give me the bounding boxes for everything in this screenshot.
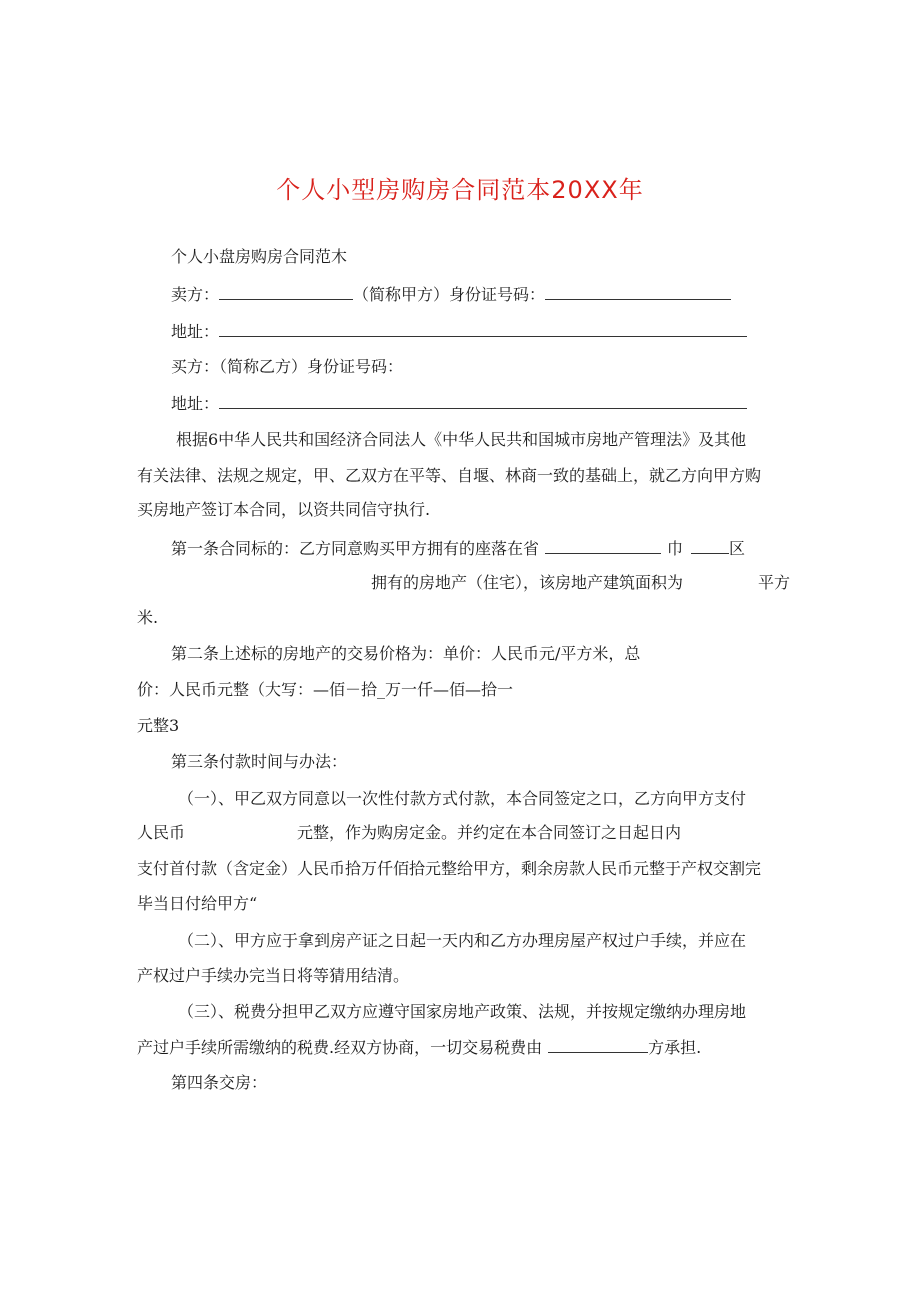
article3-p1-line-1: （一）、甲乙双方同意以一次性付款方式付款，本合同签定之口，乙方向甲方支付 — [178, 789, 747, 808]
seller-address-line — [171, 321, 747, 342]
article3-heading: 第三条付款时间与办法： — [171, 752, 348, 771]
article3-p2-line-2: 产权过户手续办完当日将等猜用结清。 — [137, 966, 410, 985]
deposit-text: 元整，作为购房定金。并约定在本合同签订之日起日内 — [297, 823, 682, 842]
preamble-line-1: 根据6中华人民共和国经济合同法人《中华人民共和国城市房地产管理法》及其他 — [176, 430, 747, 449]
seller-address-label: 地址： — [171, 322, 220, 341]
document-title: 个人小型房购房合同范本20XX年 — [276, 176, 644, 204]
rmb-label: 人民币 — [137, 823, 186, 842]
preamble-line-3: 买房地产签订本合同，以资共同信守执行. — [137, 500, 431, 519]
article1-city: 巾 — [667, 539, 684, 558]
tax-party-blank — [548, 1037, 648, 1053]
article2-line-3: 元整3 — [137, 716, 180, 735]
preamble-line-2: 有关法律、法规之规定，甲、乙双方在平等、自堰、林商一致的基础上，就乙方向甲方购 — [137, 466, 762, 485]
article3-p2-line-1: （二）、甲方应于拿到房产证之日起一天内和乙方办理房屋产权过户手续，并应在 — [178, 931, 747, 950]
district-blank — [691, 538, 729, 554]
buyer-address-blank — [219, 393, 747, 409]
seller-line — [171, 284, 731, 305]
article2-line-2: 价：人民币元整（大写：—佰－拾_万一仟—佰—拾一 — [137, 680, 514, 699]
subtitle: 个人小盘房购房合同范木 — [171, 247, 348, 266]
article3-p1-line-3: 支付首付款（含定金）人民币拾万仟佰拾元整给甲方，剩余房款人民币元整于产权交割完 — [137, 859, 762, 878]
article1-line-3: 米. — [137, 608, 159, 627]
article1-district: 区 — [729, 539, 746, 558]
article3-p1-line-4: 毕当日付给甲方“ — [137, 894, 258, 913]
seller-name-blank — [219, 284, 353, 300]
article3-p3-line-1: （三）、税费分担甲乙双方应遵守国家房地产政策、法规，并按规定缴纳办理房地 — [178, 1002, 747, 1021]
tax-text: 产过户手续所需缴纳的税费.经双方协商，一切交易税费由 — [137, 1038, 543, 1057]
article3-p3-line-2 — [137, 1037, 701, 1058]
buyer-address-line — [171, 393, 747, 414]
tax-suffix: 方承担. — [648, 1038, 702, 1057]
buyer-address-label: 地址： — [171, 394, 220, 413]
province-blank — [545, 538, 661, 554]
article1-line-1 — [171, 538, 745, 559]
article2-line-1: 第二条上述标的房地产的交易价格为：单价：人民币元/平方米，总 — [171, 644, 641, 663]
article4-heading: 第四条交房： — [171, 1073, 268, 1092]
seller-label: 卖方： — [171, 285, 220, 304]
area-unit: 平方 — [758, 573, 791, 592]
seller-id-blank — [545, 284, 731, 300]
seller-abbr-label: （简称甲方）身份证号码： — [353, 285, 546, 304]
seller-address-blank — [219, 321, 747, 337]
article1-line-2: 拥有的房地产（住宅），该房地产建筑面积为 — [371, 573, 684, 592]
article3-p1-line-2 — [137, 823, 681, 843]
buyer-line: 买方：（简称乙方）身份证号码： — [171, 357, 404, 376]
article1-text: 第一条合同标的：乙方同意购买甲方拥有的座落在省 — [171, 539, 540, 558]
